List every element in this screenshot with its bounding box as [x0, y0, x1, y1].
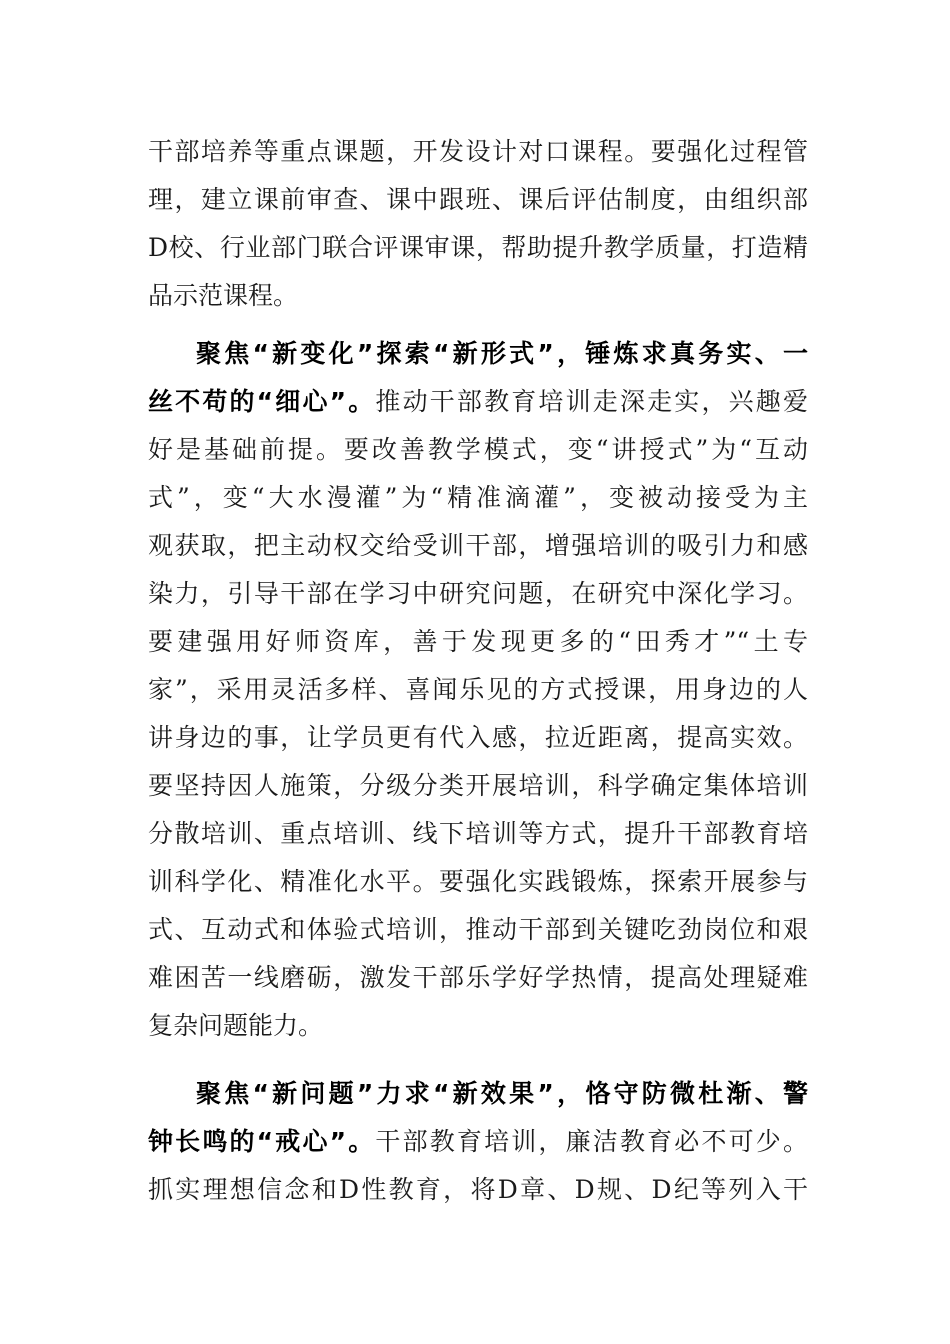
text-line-4 [148, 276, 808, 316]
text-run: 难困苦一线磨砺，激发干部乐学好学热情，提高处理疑难 [148, 963, 808, 992]
section-heading: 钟长鸣的“戒心”。 [148, 1127, 376, 1156]
text-run: 分散培训、重点培训、线下培训等方式，提升干部教育培 [148, 819, 808, 848]
text-line-13 [148, 718, 808, 758]
text-run: 理，建立课前审查、课中跟班、课后评估制度，由组织部 [148, 185, 808, 214]
text-run: 家”，采用灵活多样、喜闻乐见的方式授课，用身边的人 [148, 675, 808, 704]
text-line-3 [148, 228, 808, 268]
heading-line-2 [196, 1074, 808, 1114]
text-line-1 [148, 132, 808, 172]
text-line-7 [148, 430, 808, 470]
text-line-11 [148, 622, 808, 662]
text-line-6 [148, 382, 808, 422]
text-run: 干部培养等重点课题，开发设计对口课程。要强化过程管 [148, 137, 808, 166]
text-run: 观获取，把主动权交给受训干部，增强培训的吸引力和感 [148, 531, 808, 560]
text-run: 染力，引导干部在学习中研究问题，在研究中深化学习。 [148, 579, 808, 608]
text-run: 好是基础前提。要改善教学模式，变“讲授式”为“互动 [148, 435, 808, 464]
section-heading: 丝不苟的“细心”。 [148, 387, 376, 416]
text-run: D校、行业部门联合评课审课，帮助提升教学质量，打造精 [148, 233, 808, 262]
text-run: 干部教育培训，廉洁教育必不可少。 [375, 1127, 808, 1156]
text-run: 式”，变“大水漫灌”为“精准滴灌”，变被动接受为主 [148, 483, 808, 512]
text-run: 推动干部教育培训走深走实，兴趣爱 [375, 387, 808, 416]
text-run: 复杂问题能力。 [148, 1011, 324, 1040]
text-run: 抓实理想信念和D性教育，将D章、D规、D纪等列入干 [148, 1175, 808, 1204]
text-run: 讲身边的事，让学员更有代入感，拉近距离，提高实效。 [148, 723, 808, 752]
text-line-9 [148, 526, 808, 566]
text-line-8 [148, 478, 808, 518]
text-run: 式、互动式和体验式培训，推动干部到关键吃劲岗位和艰 [148, 915, 808, 944]
text-line-14 [148, 766, 808, 806]
text-line-15 [148, 814, 808, 854]
text-run: 要坚持因人施策，分级分类开展培训，科学确定集体培训 [148, 771, 808, 800]
text-run: 要建强用好师资库，善于发现更多的“田秀才”“土专 [148, 627, 808, 656]
section-heading: 聚焦“新变化”探索“新形式”，锤炼求真务实、一 [196, 339, 808, 368]
text-run: 品示范课程。 [148, 281, 299, 310]
text-line-12 [148, 670, 808, 710]
text-line-17 [148, 910, 808, 950]
text-line-16 [148, 862, 808, 902]
section-heading: 聚焦“新问题”力求“新效果”，恪守防微杜渐、警 [196, 1079, 808, 1108]
text-line-22 [148, 1170, 808, 1210]
text-line-19 [148, 1006, 808, 1046]
text-run: 训科学化、精准化水平。要强化实践锻炼，探索开展参与 [148, 867, 808, 896]
text-line-10 [148, 574, 808, 614]
heading-line-1 [196, 334, 808, 374]
text-line-2 [148, 180, 808, 220]
text-line-18 [148, 958, 808, 998]
text-line-21 [148, 1122, 808, 1162]
